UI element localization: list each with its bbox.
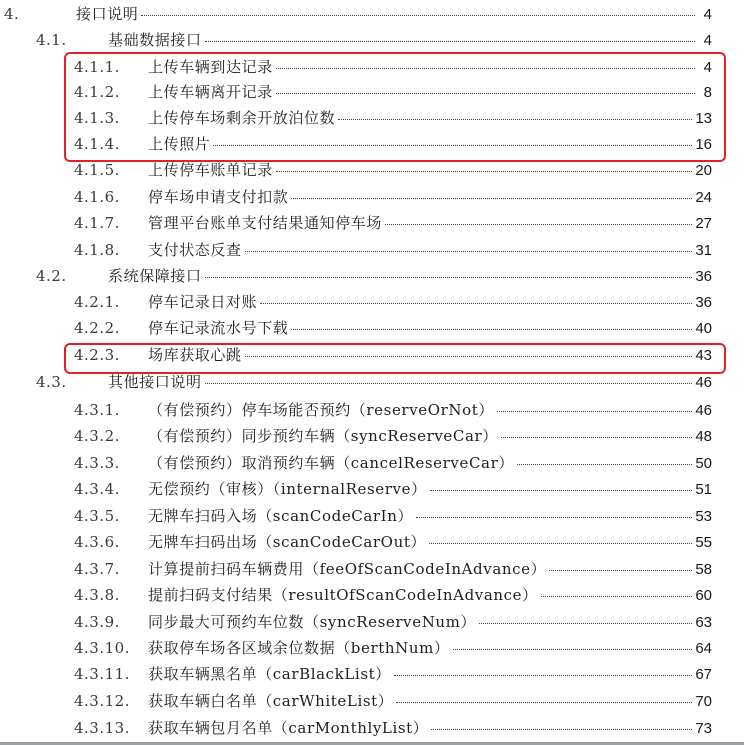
- toc-page-number: 55: [695, 534, 712, 551]
- toc-page-number: 50: [695, 455, 712, 472]
- toc-leader-dots: [385, 223, 692, 225]
- toc-entry-number: 4.3.12.: [74, 692, 130, 710]
- toc-entry-title: 停车记录日对账: [148, 293, 258, 311]
- toc-page-number: 51: [695, 481, 712, 498]
- toc-entry-number: 4.3.8.: [74, 586, 120, 604]
- toc-entry-title: 其他接口说明: [108, 373, 202, 391]
- toc-entry-number: 4.1.8.: [74, 241, 120, 259]
- toc-page-number: 36: [695, 294, 712, 311]
- toc-entry[interactable]: [74, 400, 712, 421]
- toc-page-number: 4: [703, 6, 712, 23]
- toc-page-number: 27: [695, 215, 712, 232]
- toc-entry-title: 无牌车扫码入场（scanCodeCarIn）: [148, 507, 414, 525]
- toc-leader-dots: [291, 197, 692, 199]
- toc-entry[interactable]: [74, 559, 712, 580]
- toc-entry-title: 无牌车扫码出场（scanCodeCarOut）: [148, 533, 427, 551]
- toc-entry-number: 4.3.6.: [74, 533, 120, 551]
- toc-leader-dots: [501, 436, 692, 438]
- toc-page-number: 64: [695, 640, 712, 657]
- highlight-box-4-2-3: [64, 343, 726, 374]
- toc-entry-title: 支付状态反查: [148, 241, 242, 259]
- toc-entry-number: 4.2.1.: [74, 293, 120, 311]
- toc-entry[interactable]: [36, 372, 712, 393]
- toc-leader-dots: [276, 170, 693, 172]
- toc-entry[interactable]: [74, 213, 712, 234]
- toc-entry[interactable]: [74, 691, 712, 712]
- toc-entry-title: 获取车辆包月名单（carMonthlyList）: [148, 719, 429, 737]
- toc-entry[interactable]: [74, 479, 712, 500]
- toc-entry-number: 4.1.: [36, 31, 67, 49]
- toc-entry-number: 4.1.4.: [74, 135, 120, 153]
- highlight-box-4-1-1-to-4-1-4: [64, 52, 726, 162]
- toc-page-number: 70: [695, 693, 712, 710]
- toc-entry-number: 4.1.2.: [74, 83, 120, 101]
- toc-page-number: 16: [695, 136, 712, 153]
- toc-entry-number: 4.3.3.: [74, 454, 120, 472]
- toc-entry-number: 4.1.7.: [74, 214, 120, 232]
- toc-page-number: 4: [703, 59, 712, 76]
- toc-entry-title: 上传车辆离开记录: [148, 83, 273, 101]
- toc-entry[interactable]: [36, 30, 712, 51]
- toc-leader-dots: [396, 701, 692, 703]
- toc-leader-dots: [205, 40, 695, 42]
- toc-entry-number: 4.3.13.: [74, 719, 130, 737]
- toc-leader-dots: [141, 14, 695, 16]
- toc-entry[interactable]: [74, 532, 712, 553]
- toc-entry-title: 无偿预约（审核）（internalReserve）: [148, 480, 427, 498]
- toc-entry-title: 获取车辆白名单（carWhiteList）: [148, 692, 394, 710]
- toc-leader-dots: [394, 674, 692, 676]
- toc-entry-title: 管理平台账单支付结果通知停车场: [148, 214, 383, 232]
- toc-entry-title: （有偿预约）取消预约车辆（cancelReserveCar）: [148, 454, 514, 472]
- toc-entry[interactable]: [36, 266, 712, 287]
- toc-entry[interactable]: [74, 453, 712, 474]
- toc-page-number: 67: [695, 666, 712, 683]
- toc-leader-dots: [205, 276, 693, 278]
- toc-entry[interactable]: [74, 292, 712, 313]
- toc-entry[interactable]: [74, 240, 712, 261]
- toc-leader-dots: [541, 595, 693, 597]
- toc-entry[interactable]: [4, 4, 712, 25]
- toc-page-number: 20: [695, 162, 712, 179]
- toc-entry-number: 4.1.5.: [74, 161, 120, 179]
- toc-entry-number: 4.1.3.: [74, 109, 120, 127]
- toc-entry-number: 4.3.10.: [74, 639, 130, 657]
- toc-entry-number: 4.3.9.: [74, 613, 120, 631]
- toc-page-number: 24: [695, 189, 712, 206]
- toc-entry[interactable]: [74, 160, 712, 181]
- toc-entry-number: 4.2.: [36, 267, 67, 285]
- toc-page-number: 40: [695, 320, 712, 337]
- toc-entry-title: 获取车辆黑名单（carBlackList）: [148, 665, 391, 683]
- toc-entry-number: 4.3.5.: [74, 507, 120, 525]
- toc-entry-number: 4.3.7.: [74, 560, 120, 578]
- toc-entry-number: 4.3.4.: [74, 480, 120, 498]
- toc-leader-dots: [205, 382, 693, 384]
- toc-page-number: 73: [695, 720, 712, 737]
- toc-leader-dots: [479, 622, 692, 624]
- toc-entry[interactable]: [74, 664, 712, 685]
- toc-entry[interactable]: [74, 612, 712, 633]
- toc-leader-dots: [431, 728, 692, 730]
- toc-leader-dots: [245, 250, 693, 252]
- toc-entry-number: 4.1.1.: [74, 58, 120, 76]
- toc-entry[interactable]: [74, 506, 712, 527]
- toc-entry-title: （有偿预约）同步预约车辆（syncReserveCar）: [148, 427, 498, 445]
- toc-entry-title: 上传车辆到达记录: [148, 58, 273, 76]
- toc-entry-title: 获取停车场各区域余位数据（berthNum）: [148, 639, 450, 657]
- toc-entry-number: 4.2.3.: [74, 346, 120, 364]
- toc-leader-dots: [549, 569, 692, 571]
- toc-leader-dots: [429, 542, 692, 544]
- toc-page-number: 58: [695, 561, 712, 578]
- toc-entry-number: 4.3.1.: [74, 401, 120, 419]
- toc-entry[interactable]: [74, 187, 712, 208]
- toc-entry-title: 基础数据接口: [108, 31, 202, 49]
- toc-page-number: 13: [695, 110, 712, 127]
- toc-entry-title: 上传照片: [148, 135, 211, 153]
- toc-page-number: 46: [695, 402, 712, 419]
- toc-leader-dots: [416, 516, 692, 518]
- toc-leader-dots: [453, 648, 693, 650]
- toc-page-number: 63: [695, 614, 712, 631]
- toc-entry-number: 4.3.11.: [74, 665, 130, 683]
- toc-entry-title: 场库获取心跳: [148, 346, 242, 364]
- toc-leader-dots: [497, 410, 692, 412]
- toc-entry[interactable]: [74, 318, 712, 339]
- toc-entry-title: 停车记录流水号下载: [148, 319, 289, 337]
- toc-leader-dots: [430, 489, 693, 491]
- toc-entry-number: 4.1.6.: [74, 188, 120, 206]
- toc-page-number: 48: [695, 428, 712, 445]
- toc-page-number: 4: [703, 32, 712, 49]
- toc-entry-title: 提前扫码支付结果（resultOfScanCodeInAdvance）: [148, 586, 538, 604]
- toc-leader-dots: [260, 302, 692, 304]
- toc-leader-dots: [517, 463, 692, 465]
- toc-entry-title: 上传停车账单记录: [148, 161, 273, 179]
- toc-entry[interactable]: [74, 426, 712, 447]
- toc-page-number: 31: [695, 242, 712, 259]
- toc-entry[interactable]: [74, 585, 712, 606]
- toc-page-number: 43: [695, 347, 712, 364]
- toc-entry-title: 上传停车场剩余开放泊位数: [148, 109, 336, 127]
- toc-entry-title: 系统保障接口: [108, 267, 202, 285]
- toc-entry-number: 4.: [4, 5, 20, 23]
- toc-entry-title: 停车场申请支付扣款: [148, 188, 289, 206]
- toc-entry-number: 4.2.2.: [74, 319, 120, 337]
- toc-page-number: 60: [695, 587, 712, 604]
- toc-entry-title: 接口说明: [76, 5, 139, 23]
- toc-leader-dots: [291, 328, 692, 330]
- toc-entry[interactable]: [74, 638, 712, 659]
- toc-entry-title: 同步最大可预约车位数（syncReserveNum）: [148, 613, 477, 631]
- toc-entry-number: 4.3.2.: [74, 427, 120, 445]
- toc-entry-title: 计算提前扫码车辆费用（feeOfScanCodeInAdvance）: [148, 560, 547, 578]
- toc-entry-title: （有偿预约）停车场能否预约（reserveOrNot）: [148, 401, 494, 419]
- toc-entry-number: 4.3.: [36, 373, 67, 391]
- toc-entry[interactable]: [74, 718, 712, 739]
- toc-page-number: 8: [703, 84, 712, 101]
- toc-page-number: 53: [695, 508, 712, 525]
- toc-page-number: 46: [695, 374, 712, 391]
- toc-page-number: 36: [695, 268, 712, 285]
